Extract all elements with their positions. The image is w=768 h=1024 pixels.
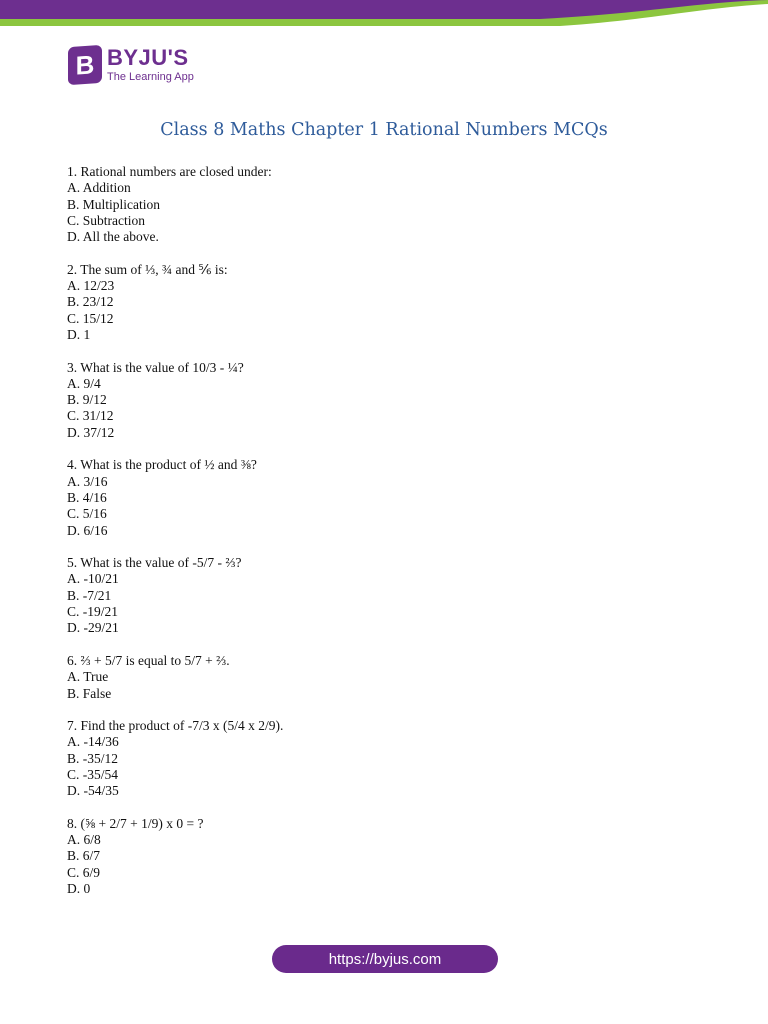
- answer-option: A. 3/16: [67, 473, 108, 489]
- answer-option: A. Addition: [67, 180, 131, 196]
- question-block: [67, 164, 707, 245]
- question-text: 3. What is the value of 10/3 - ¼?: [67, 359, 244, 375]
- question-text: 6. ⅔ + 5/7 is equal to 5/7 + ⅔.: [67, 652, 230, 668]
- answer-option: B. Multiplication: [67, 196, 160, 212]
- answer-option: A. -14/36: [67, 734, 119, 750]
- answer-option: D. -29/21: [67, 620, 119, 636]
- footer-url-link[interactable]: [272, 945, 498, 973]
- question-block: [67, 816, 707, 897]
- question-text: 4. What is the product of ½ and ⅜?: [67, 457, 257, 473]
- question-text: 5. What is the value of -5/7 - ⅔?: [67, 555, 242, 571]
- answer-option: D. All the above.: [67, 229, 159, 245]
- answer-option: A. 12/23: [67, 278, 115, 294]
- answer-option: A. -10/21: [67, 571, 119, 587]
- answer-option: B. 23/12: [67, 294, 114, 310]
- footer-url-text: https://byjus.com: [328, 950, 442, 968]
- question-text: 1. Rational numbers are closed under:: [67, 164, 272, 179]
- question-text: 2. The sum of ⅓, ¾ and ⅚ is:: [67, 261, 228, 277]
- answer-option: D. 0: [67, 881, 91, 897]
- question-list: [67, 164, 707, 914]
- answer-option: A. 9/4: [67, 375, 101, 391]
- answer-option: A. True: [67, 669, 109, 685]
- question-text: 8. (⅝ + 2/7 + 1/9) x 0 = ?: [67, 815, 204, 831]
- brand-name: BYJU'S: [107, 45, 189, 70]
- header-band: [0, 0, 768, 30]
- answer-option: B. 6/7: [67, 848, 101, 864]
- question-block: [67, 360, 707, 441]
- answer-option: C. 31/12: [67, 408, 114, 424]
- answer-option: C. 15/12: [67, 310, 114, 326]
- question-block: [67, 262, 707, 343]
- question-block: [67, 555, 707, 636]
- answer-option: C. -35/54: [67, 766, 119, 782]
- question-block: [67, 653, 707, 702]
- brand-tagline: The Learning App: [107, 71, 194, 83]
- answer-option: C. -19/21: [67, 604, 119, 620]
- answer-option: B. -35/12: [67, 750, 119, 766]
- page-title: Class 8 Maths Chapter 1 Rational Numbers MCQs: [160, 120, 608, 140]
- answer-option: C. 5/16: [67, 506, 107, 522]
- answer-option: C. 6/9: [67, 864, 101, 880]
- answer-option: B. 4/16: [67, 489, 107, 505]
- answer-option: C. Subtraction: [67, 212, 145, 228]
- question-block: [67, 457, 707, 538]
- answer-option: B. False: [67, 685, 112, 701]
- byjus-logo: [68, 46, 194, 84]
- logo-badge: B: [68, 45, 102, 85]
- answer-option: B. 9/12: [67, 392, 107, 408]
- question-block: [67, 718, 707, 799]
- answer-option: B. -7/21: [67, 587, 112, 603]
- answer-option: D. 6/16: [67, 522, 108, 538]
- question-text: 7. Find the product of -7/3 x (5/4 x 2/9).: [67, 718, 284, 734]
- answer-option: D. -54/35: [67, 783, 119, 799]
- answer-option: D. 37/12: [67, 424, 115, 440]
- answer-option: D. 1: [67, 326, 91, 342]
- answer-option: A. 6/8: [67, 832, 101, 848]
